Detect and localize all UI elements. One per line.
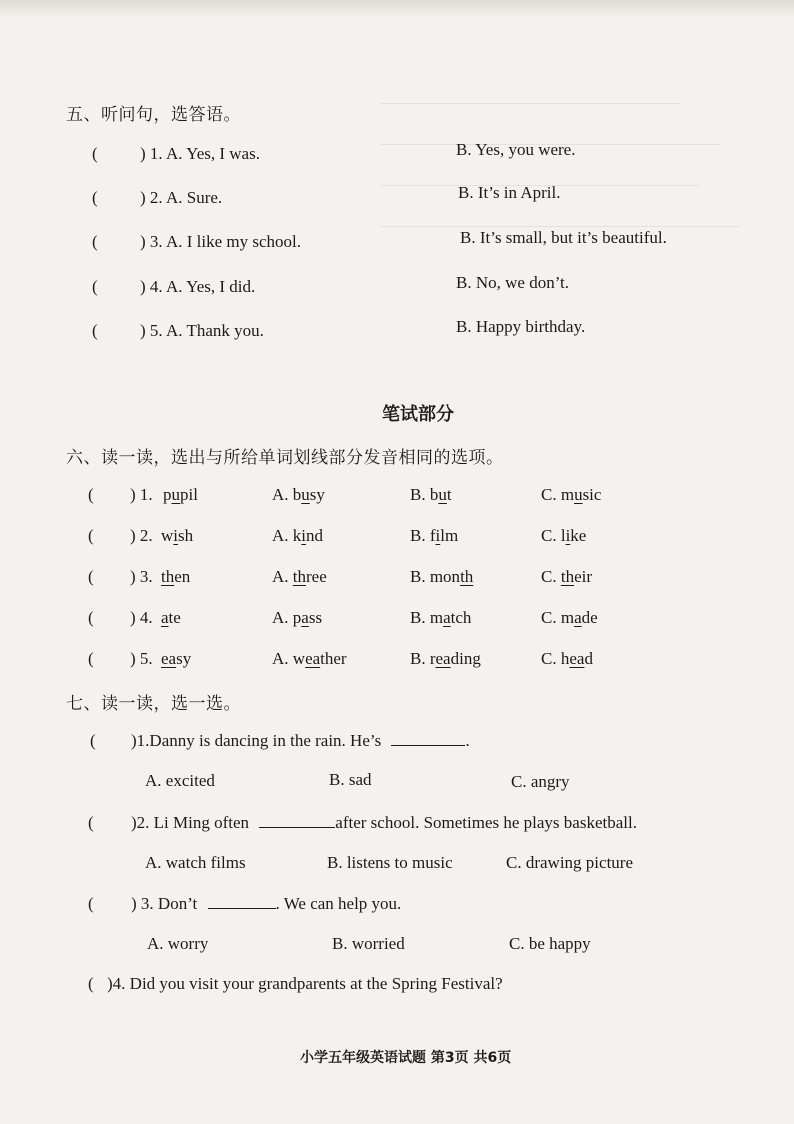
s5-q3-paren[interactable]: (	[92, 232, 98, 251]
s7-q3-option-c: C. be happy	[509, 934, 591, 953]
s6-q2-paren[interactable]: (	[88, 526, 94, 545]
s6-q3-option-c-u: th	[560, 567, 575, 586]
s6-q5-option-a-post: ther	[320, 649, 347, 668]
s5-q5-option-b: B. Happy birthday.	[456, 317, 586, 336]
s6-q1-option-a-pre: A. b	[272, 485, 302, 504]
bleed-through-lines	[380, 95, 760, 355]
s6-q3-option-b-u: th	[460, 567, 474, 586]
s5-q4-option-b: B. No, we don’t.	[456, 273, 570, 292]
s6-q5-paren[interactable]: (	[88, 649, 94, 668]
s6-q2-option-b-u: i	[435, 526, 441, 545]
s6-q4-option-c	[541, 608, 598, 628]
s6-q2-option-b-post: lm	[440, 526, 459, 545]
s6-q2-option-a	[272, 526, 323, 546]
s6-q1-number: ) 1.	[130, 485, 153, 504]
s6-q2-word-post: sh	[178, 526, 194, 545]
s6-q5-word-u: ea	[161, 649, 177, 668]
s6-q3-option-c-pre: C.	[541, 567, 561, 586]
s6-q4-option-b-post: tch	[450, 608, 472, 627]
s6-q4-option-a-u: a	[301, 608, 309, 627]
s6-q1-option-b	[410, 485, 452, 505]
s7-q1-blank[interactable]	[391, 731, 465, 746]
s6-q3-word	[161, 567, 190, 587]
s6-q1-option-b-u: u	[438, 485, 447, 504]
s6-q1-word-pre: p	[163, 485, 172, 504]
s6-q5-option-c-pre: C. h	[541, 649, 570, 668]
s7-q4-stem: )4. Did you visit your grandparents at the Spring Festival?	[107, 974, 503, 993]
s6-q1-option-c	[541, 485, 601, 505]
s7-q3-option-a: A. worry	[147, 934, 209, 953]
s7-q2-option-a: A. watch films	[145, 853, 246, 872]
s6-q5-option-c	[541, 649, 593, 669]
s7-q2-stem-post: after school. Sometimes he plays basketball.	[335, 813, 637, 832]
s5-q1-option-a: ) 1. A. Yes, I was.	[140, 144, 260, 163]
s6-q2-option-a-post: nd	[306, 526, 324, 545]
s6-q3-word-post: en	[174, 567, 191, 586]
s6-q4-word-post: te	[168, 608, 181, 627]
s6-q1-option-b-post: t	[446, 485, 452, 504]
s6-q2-option-c	[541, 526, 586, 546]
s6-q5-word	[161, 649, 191, 669]
s6-q1-word-u: u	[171, 485, 180, 504]
s6-q2-option-b-pre: B. f	[410, 526, 436, 545]
s5-q2-option-a: ) 2. A. Sure.	[140, 188, 223, 207]
s6-q4-option-b-u: a	[443, 608, 451, 627]
s6-q3-option-a	[272, 567, 327, 587]
s6-q2-option-a-u: i	[301, 526, 307, 545]
s6-q2-option-a-pre: A. k	[272, 526, 302, 545]
s6-q4-option-b	[410, 608, 471, 628]
s7-q2-option-c: C. drawing picture	[506, 853, 633, 872]
s5-q3-option-b: B. It’s small, but it’s beautiful.	[460, 228, 667, 247]
section6-title: 六、读一读，选出与所给单词划线部分发音相同的选项。	[66, 448, 504, 468]
s5-q3-option-a: ) 3. A. I like my school.	[140, 232, 302, 251]
s6-q3-option-c	[541, 567, 592, 587]
s6-q5-option-b-pre: B. r	[410, 649, 436, 668]
s6-q1-word-post: pil	[180, 485, 198, 504]
s6-q1-paren[interactable]: (	[88, 485, 94, 504]
s5-q2-paren[interactable]: (	[92, 188, 98, 207]
s5-q2-option-b: B. It’s in April.	[458, 183, 561, 202]
s6-q3-option-c-post: eir	[574, 567, 593, 586]
s6-q2-word-pre: w	[161, 526, 174, 545]
s6-q4-option-a	[272, 608, 322, 628]
s7-q1-option-b: B. sad	[329, 770, 372, 789]
s7-q1-stem-pre: )1.Danny is dancing in the rain. He’s	[131, 731, 382, 750]
s7-q2-blank[interactable]	[259, 813, 335, 828]
s7-q3-blank[interactable]	[208, 894, 276, 909]
s6-q1-option-a-u: u	[301, 485, 310, 504]
page-footer: 小学五年级英语试题 第3页 共6页	[300, 1050, 512, 1066]
s6-q4-option-c-u: a	[574, 608, 582, 627]
s6-q2-option-b	[410, 526, 458, 546]
s7-q1-option-a: A. excited	[145, 771, 215, 790]
s6-q2-option-c-u: i	[565, 526, 571, 545]
s7-q1-paren[interactable]: (	[90, 731, 96, 750]
s6-q3-word-u: th	[161, 567, 175, 586]
s6-q2-word-u: i	[173, 526, 179, 545]
s7-q2-option-b: B. listens to music	[327, 853, 453, 872]
s6-q4-option-c-pre: C. m	[541, 608, 575, 627]
s6-q3-option-a-post: ree	[306, 567, 327, 586]
s6-q5-option-a-u: ea	[305, 649, 321, 668]
s6-q2-word	[161, 526, 193, 546]
s6-q5-option-a	[272, 649, 347, 669]
s7-q1-option-c: C. angry	[511, 772, 570, 791]
s7-q2-stem-pre: )2. Li Ming often	[131, 813, 250, 832]
s6-q1-option-a	[272, 485, 325, 505]
s5-q1-paren[interactable]: (	[92, 144, 98, 163]
s6-q3-paren[interactable]: (	[88, 567, 94, 586]
section7-title: 七、读一读，选一选。	[66, 694, 241, 714]
s6-q4-option-b-pre: B. m	[410, 608, 444, 627]
s6-q3-number: ) 3.	[130, 567, 153, 586]
s6-q4-option-c-post: de	[581, 608, 598, 627]
s5-q4-option-a: ) 4. A. Yes, I did.	[140, 277, 256, 296]
s6-q5-option-c-post: d	[584, 649, 593, 668]
s5-q5-option-a: ) 5. A. Thank you.	[140, 321, 264, 340]
written-part-title: 笔试部分	[382, 404, 454, 425]
s6-q2-number: ) 2.	[130, 526, 153, 545]
s6-q4-number: ) 4.	[130, 608, 153, 627]
s6-q4-word	[161, 608, 181, 628]
s7-q3-stem	[131, 894, 401, 914]
s6-q5-word-post: sy	[176, 649, 192, 668]
s5-q4-paren[interactable]: (	[92, 277, 98, 296]
s6-q4-word-u: a	[161, 608, 169, 627]
s6-q3-option-a-pre: A.	[272, 567, 293, 586]
s6-q1-word	[163, 485, 198, 505]
s6-q5-option-c-u: ea	[569, 649, 585, 668]
s7-q1-stem-post: .	[465, 731, 470, 750]
s7-q4-paren[interactable]: (	[88, 974, 94, 993]
scan-edge	[0, 0, 794, 18]
s6-q1-option-a-post: sy	[309, 485, 325, 504]
s5-q5-paren[interactable]: (	[92, 321, 98, 340]
s6-q4-option-a-post: ss	[308, 608, 323, 627]
s6-q2-option-c-post: ke	[570, 526, 587, 545]
s6-q3-option-b	[410, 567, 473, 587]
s7-q1-stem	[131, 731, 470, 751]
s6-q3-option-b-pre: B. mon	[410, 567, 461, 586]
s7-q3-stem-post: . We can help you.	[275, 894, 402, 913]
s6-q5-option-b-post: ding	[450, 649, 481, 668]
s6-q1-option-b-pre: B. b	[410, 485, 439, 504]
s6-q5-option-a-pre: A. w	[272, 649, 306, 668]
s6-q4-option-a-pre: A. p	[272, 608, 302, 627]
s7-q2-paren[interactable]: (	[88, 813, 94, 832]
s6-q5-number: ) 5.	[130, 649, 153, 668]
s7-q3-paren[interactable]: (	[88, 894, 94, 913]
s6-q5-option-b	[410, 649, 481, 669]
s7-q3-option-b: B. worried	[332, 934, 405, 953]
s6-q1-option-c-post: sic	[582, 485, 602, 504]
s6-q2-option-c-pre: C. l	[541, 526, 566, 545]
section5-title: 五、听问句，选答语。	[66, 105, 241, 125]
s7-q2-stem	[131, 813, 637, 833]
s6-q1-option-c-pre: C. m	[541, 485, 575, 504]
s5-q1-option-b: B. Yes, you were.	[456, 140, 576, 159]
s6-q5-option-b-u: ea	[435, 649, 451, 668]
s7-q3-stem-pre: ) 3. Don’t	[131, 894, 198, 913]
s6-q1-option-c-u: u	[574, 485, 583, 504]
s6-q4-paren[interactable]: (	[88, 608, 94, 627]
s6-q3-option-a-u: th	[292, 567, 307, 586]
